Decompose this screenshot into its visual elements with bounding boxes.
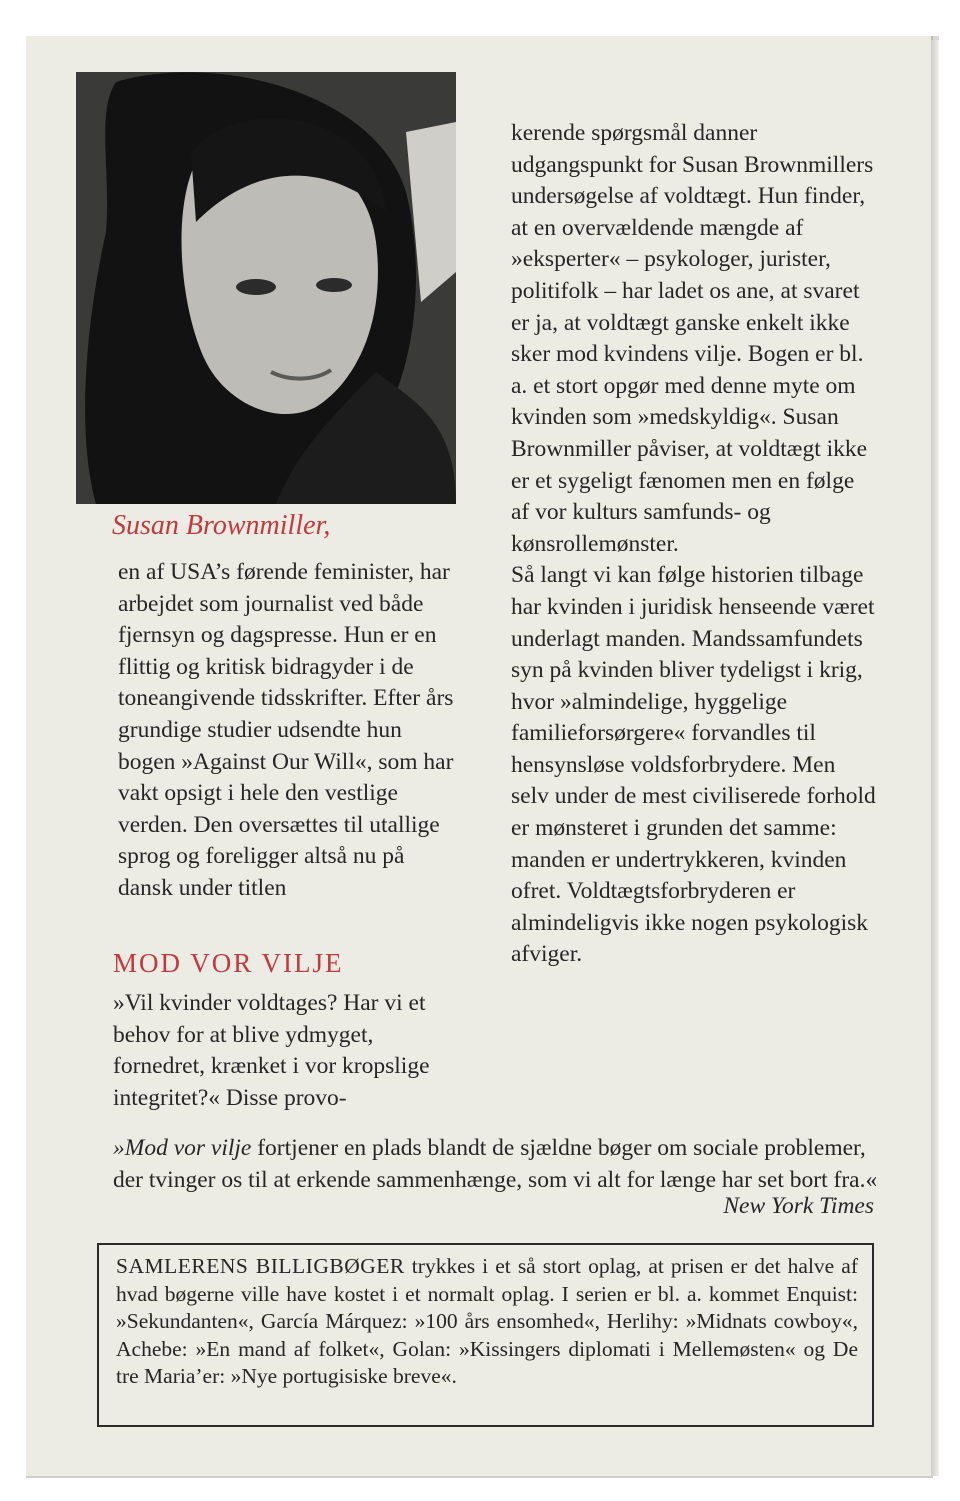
description-column xyxy=(511,118,876,971)
description-paragraph-2: Så langt vi kan følge historien tilbage har kvinden i juridisk henseende været underlagt manden. Mandssamfundets syn på kvinden bliver tydeligst i krig, hvor »almindelige, hyggelige familieforsørgere« forvandles til hensynsløse voldsforbrydere. Men selv under de mest civiliserede forhold er mønsteret i grunden det samme: manden er undertrykkeren, kvinden ofret. Voldtægtsforbryderen er almindeligvis ikke nogen psykologisk afviger. xyxy=(511,562,876,968)
review-text: fortjener en plads blandt de sjældne bøger om sociale problemer, der tvinger os til at erkende sammenhænge, som vi alt for længe har set bort fra.« xyxy=(113,1135,878,1193)
author-photo xyxy=(76,72,456,504)
description-paragraph-1: kerende spørgsmål danner udgangspunkt for Susan Brownmillers undersøgelse af voldtægt. Hun finder, at en overvældende mængde af »eksperter« – psykologer, jurister, politifolk – har ladet os ane, at svaret er ja, at voldtægt ganske enkelt ikke sker mod kvindens vilje. Bogen er bl. a. et stort opgør med denne myte om kvinden som »medskyldig«. Susan Brownmiller påviser, at voldtægt ikke er et sygeligt fænomen men en følge af vor kulturs samfunds- og kønsrollemønster. xyxy=(511,120,874,557)
series-text: trykkes i et så stort oplag, at prisen er det halve af hvad bøgerne ville have kostet i et normalt oplag. I serien er bl. a. kommet Enquist: »Sekundanten«, García Márquez: »100 års ensomhed«, Herlihy: »Midnats cowboy«, Achebe: »En mand af folket«, Golan: »Kissingers diplomati i Mellemøsten« og De tre Maria’er: »Nye portugisiske breve«. xyxy=(116,1254,858,1388)
series-box xyxy=(97,1243,874,1427)
author-name: Susan Brownmiller, xyxy=(112,510,331,541)
author-bio: en af USA’s førende feminister, har arbejdet som journalist ved både fjernsyn og dagspresse. Hun er en flittig og kritisk bidragyder i de toneangivende tidsskrifter. Efter års grundige studier udsendte hun bogen »Against Our Will«, som har vakt opsigt i hele den vestlige verden. Den oversættes til utallige sprog og foreligger altså nu på dansk under titlen xyxy=(118,559,454,901)
book-title: MOD VOR VILJE xyxy=(113,948,344,978)
review-quote xyxy=(113,1133,878,1196)
page-edge xyxy=(931,40,939,1476)
intro-text: »Vil kvinder voldtages? Har vi et behov for at blive ydmyget, fornedret, krænket i vor kropslige integritet?« Disse provo- xyxy=(113,990,430,1111)
review-source: New York Times xyxy=(723,1193,874,1219)
series-name: SAMLERENS BILLIGBØGER xyxy=(116,1254,405,1278)
review-book-title: »Mod vor vilje xyxy=(113,1135,252,1161)
